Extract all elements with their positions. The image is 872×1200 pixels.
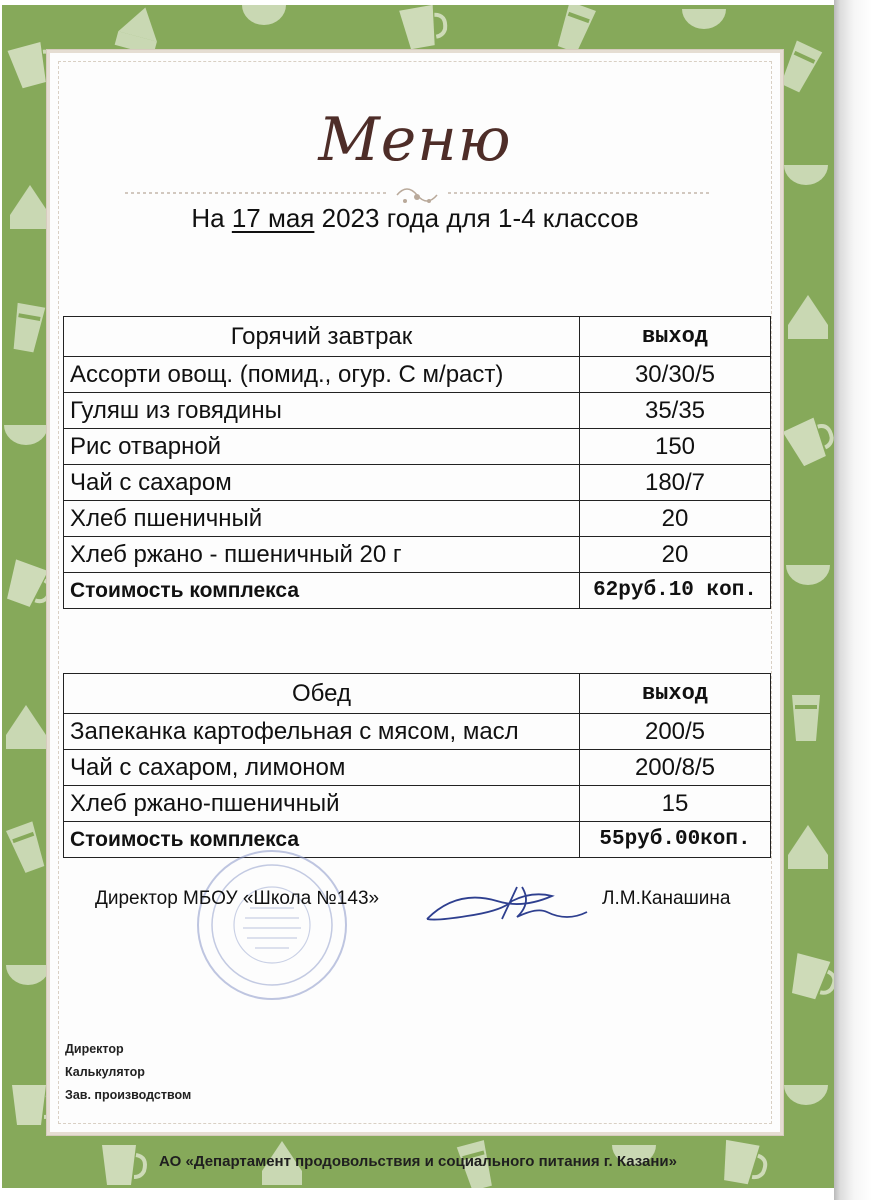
- dish-amount: 200/8/5: [580, 750, 771, 786]
- role-calculator: Калькулятор: [65, 1065, 145, 1079]
- total-price: 62руб.10 коп.: [580, 573, 771, 609]
- dish-name: Запеканка картофельная с мясом, масл: [64, 714, 580, 750]
- footer-organization: АО «Департамент продовольствия и социального питания г. Казани»: [159, 1153, 677, 1170]
- dish-name: Чай с сахаром: [64, 465, 580, 501]
- lunch-header-row: [64, 674, 771, 714]
- director-line: Директор МБОУ «Школа №143»: [95, 888, 380, 909]
- director-signature: [422, 879, 602, 929]
- table-row: [64, 714, 771, 750]
- dish-amount: 200/5: [580, 714, 771, 750]
- lunch-yield-header: выход: [580, 674, 771, 714]
- breakfast-header: Горячий завтрак: [64, 317, 580, 357]
- dish-name: Хлеб ржано - пшеничный 20 г: [64, 537, 580, 573]
- table-row: [64, 393, 771, 429]
- role-production-head: Зав. производством: [65, 1088, 192, 1102]
- dish-amount: 150: [580, 429, 771, 465]
- dish-name: Чай с сахаром, лимоном: [64, 750, 580, 786]
- dish-amount: 15: [580, 786, 771, 822]
- menu-sheet: [2, 5, 834, 1188]
- breakfast-table: [63, 316, 771, 609]
- table-row: [64, 465, 771, 501]
- dish-amount: 30/30/5: [580, 357, 771, 393]
- director-name: Л.М.Канашина: [602, 888, 731, 909]
- scan-edge-shadow: [834, 0, 872, 1200]
- dish-name: Хлеб ржано-пшеничный: [64, 786, 580, 822]
- table-row: [64, 501, 771, 537]
- menu-paper: [47, 50, 783, 1135]
- dish-name: Рис отварной: [64, 429, 580, 465]
- lunch-header: Обед: [64, 674, 580, 714]
- breakfast-total-row: [64, 573, 771, 609]
- total-price: 55руб.00коп.: [580, 822, 771, 858]
- dish-name: Хлеб пшеничный: [64, 501, 580, 537]
- menu-title: Меню: [318, 105, 512, 175]
- table-row: [64, 750, 771, 786]
- table-row: [64, 537, 771, 573]
- dish-amount: 180/7: [580, 465, 771, 501]
- dish-name: Гуляш из говядины: [64, 393, 580, 429]
- dish-amount: 20: [580, 501, 771, 537]
- dish-amount: 35/35: [580, 393, 771, 429]
- lunch-total-row: [64, 822, 771, 858]
- total-label: Стоимость комплекса: [64, 822, 580, 858]
- table-row: [64, 357, 771, 393]
- role-director: Директор: [65, 1042, 124, 1056]
- date-day: 17 мая: [231, 203, 315, 233]
- total-label: Стоимость комплекса: [64, 573, 580, 609]
- roles-list: [65, 1038, 191, 1107]
- breakfast-header-row: [64, 317, 771, 357]
- table-row: [64, 786, 771, 822]
- dish-amount: 20: [580, 537, 771, 573]
- table-row: [64, 429, 771, 465]
- date-suffix: 2023 года для 1-4 классов: [321, 203, 639, 233]
- date-prefix: На: [191, 203, 225, 233]
- school-stamp: [195, 848, 350, 1003]
- lunch-table: [63, 673, 771, 858]
- breakfast-yield-header: выход: [580, 317, 771, 357]
- date-line: [50, 203, 780, 234]
- dish-name: Ассорти овощ. (помид., огур. С м/раст): [64, 357, 580, 393]
